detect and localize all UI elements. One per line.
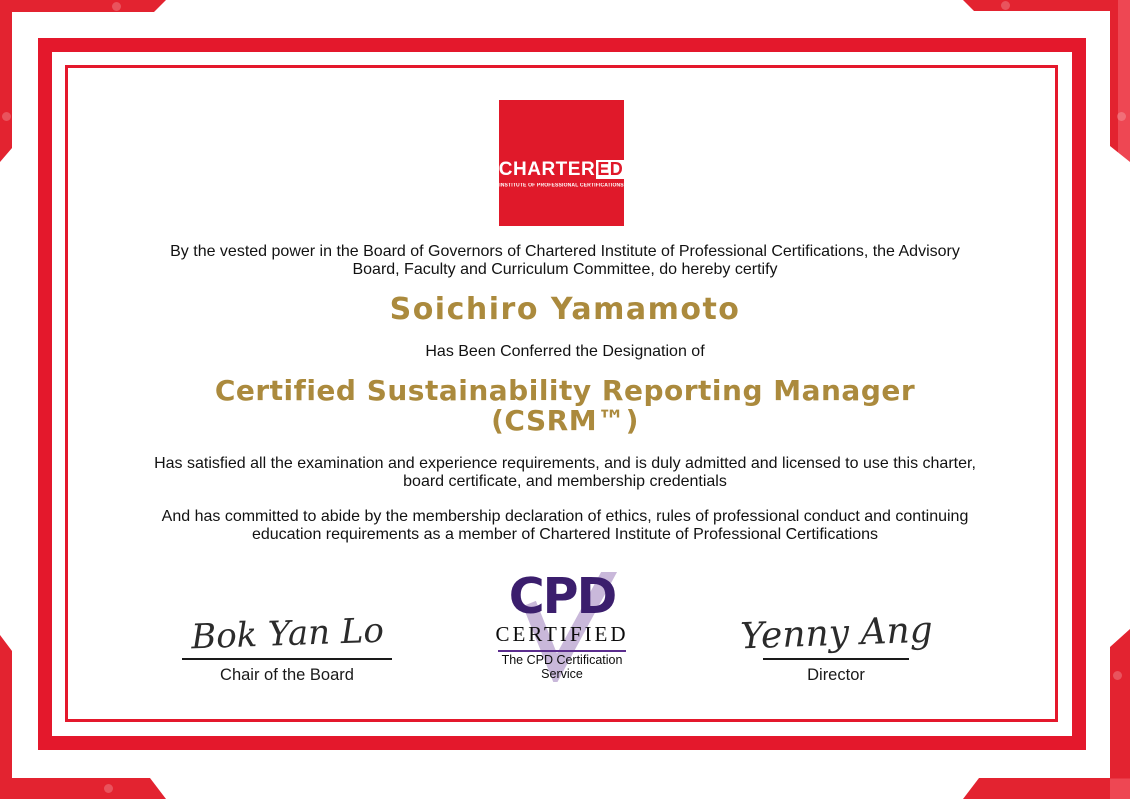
intro-paragraph: By the vested power in the Board of Governors of Chartered Institute of Professional Certifications, the Advisory Board, Faculty and Curriculum Committee, do hereby certify: [170, 243, 960, 278]
recipient-name: Soichiro Yamamoto: [389, 292, 741, 327]
ornament-dot: [2, 112, 11, 121]
cpd-service-line-2: Service: [541, 666, 583, 681]
logo-word-main: CHARTER: [498, 158, 596, 180]
cpd-certified-badge: [482, 568, 642, 682]
signature-script-chair: Bok Yan Lo: [190, 610, 385, 658]
corner-ornament-bottom-left-horizontal: [0, 778, 166, 799]
cpd-acronym: CPD: [508, 568, 616, 625]
ornament-dot: [1001, 1, 1010, 10]
signature-title-chair: Chair of the Board: [220, 666, 354, 684]
logo-wordmark: [499, 159, 624, 181]
corner-ornament-bottom-left-vertical: [0, 635, 12, 799]
statement-ethics: And has committed to abide by the membership declaration of ethics, rules of professional conduct and continuing education requirements as a member of Chartered Institute of Professional Certifications: [161, 508, 969, 543]
corner-ornament-top-left-vertical: [0, 0, 12, 162]
ornament-dot: [104, 784, 113, 793]
corner-ornament-bottom-right-horizontal: [963, 778, 1130, 799]
signature-block-chair: [167, 584, 407, 685]
signature-title-director: Director: [807, 666, 865, 684]
signature-line: [763, 658, 909, 660]
conferral-line: Has Been Conferred the Designation of: [425, 343, 705, 360]
corner-ornament-top-right-horizontal: [963, 0, 1130, 11]
logo-subtitle: INSTITUTE OF PROFESSIONAL CERTIFICATIONS: [499, 182, 624, 188]
signature-script-director: Yenny Ang: [739, 609, 934, 658]
ornament-dot: [1117, 112, 1126, 121]
chartered-institute-logo: [499, 100, 624, 226]
logo-word-highlight: ED: [597, 159, 624, 179]
cpd-certified-label: CERTIFIED: [495, 622, 629, 646]
corner-ornament-top-right-vertical: [1110, 0, 1130, 162]
designation-title: Certified Sustainability Reporting Manager (CSRM™): [214, 374, 916, 438]
cpd-service-line-1: The CPD Certification: [501, 653, 623, 667]
corner-ornament-top-left-horizontal: [0, 0, 166, 12]
ornament-dot: [112, 2, 121, 11]
cpd-divider-rule: [498, 650, 626, 652]
signature-block-director: [739, 584, 934, 685]
statement-requirements: Has satisfied all the examination and experience requirements, and is duly admitted and licensed to use this charter, board certificate, and membership credentials: [154, 455, 976, 490]
signature-line: [182, 658, 392, 660]
corner-ornament-bottom-right-vertical: [1110, 629, 1130, 799]
ornament-dot: [1113, 671, 1122, 680]
